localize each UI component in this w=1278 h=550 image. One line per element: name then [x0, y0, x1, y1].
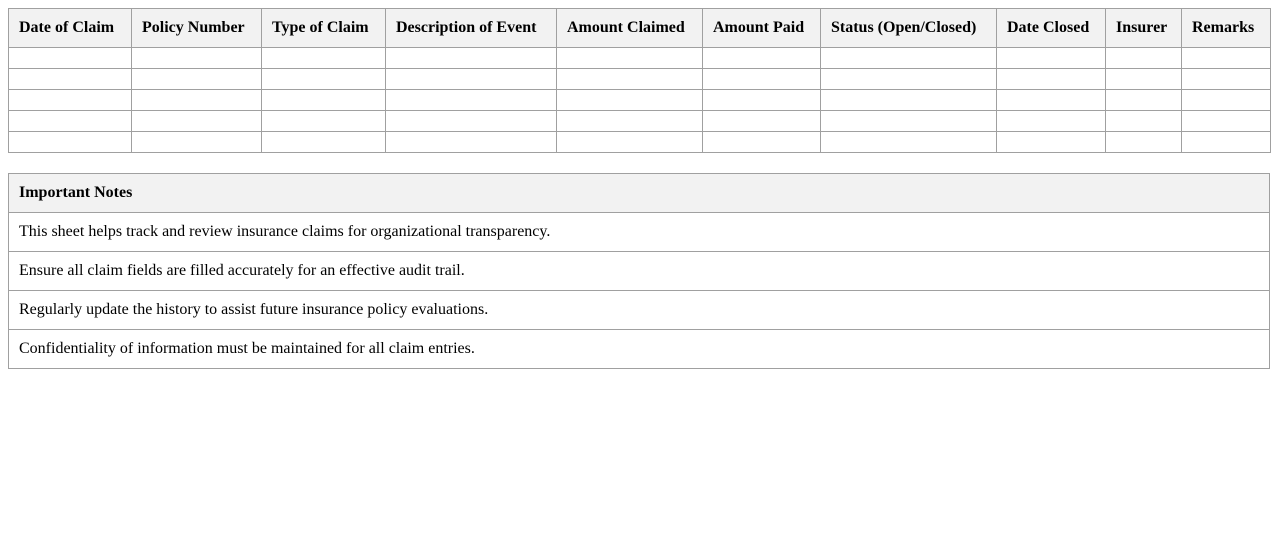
- table-cell[interactable]: [1182, 48, 1271, 69]
- table-cell[interactable]: [703, 69, 821, 90]
- table-cell[interactable]: [262, 90, 386, 111]
- table-cell[interactable]: [557, 48, 703, 69]
- note-item: Regularly update the history to assist future insurance policy evaluations.: [9, 291, 1270, 330]
- note-row: [9, 252, 1270, 291]
- table-cell[interactable]: [997, 111, 1106, 132]
- note-item: Confidentiality of information must be maintained for all claim entries.: [9, 330, 1270, 369]
- table-cell[interactable]: [9, 132, 132, 153]
- table-cell[interactable]: [997, 69, 1106, 90]
- table-cell[interactable]: [1182, 69, 1271, 90]
- table-cell[interactable]: [1182, 111, 1271, 132]
- header-description-of-event: Description of Event: [386, 9, 557, 48]
- table-cell[interactable]: [821, 90, 997, 111]
- header-policy-number: Policy Number: [132, 9, 262, 48]
- table-cell[interactable]: [9, 69, 132, 90]
- table-cell[interactable]: [262, 132, 386, 153]
- table-cell[interactable]: [1106, 48, 1182, 69]
- note-item: Ensure all claim fields are filled accurately for an effective audit trail.: [9, 252, 1270, 291]
- table-cell[interactable]: [386, 111, 557, 132]
- table-row: [9, 111, 1271, 132]
- header-date-closed: Date Closed: [997, 9, 1106, 48]
- table-cell[interactable]: [821, 111, 997, 132]
- table-cell[interactable]: [132, 111, 262, 132]
- table-row: [9, 69, 1271, 90]
- table-cell[interactable]: [1106, 132, 1182, 153]
- table-cell[interactable]: [821, 69, 997, 90]
- table-cell[interactable]: [1106, 90, 1182, 111]
- notes-title: Important Notes: [9, 174, 1270, 213]
- table-cell[interactable]: [1106, 69, 1182, 90]
- table-cell[interactable]: [703, 132, 821, 153]
- note-row: [9, 291, 1270, 330]
- table-cell[interactable]: [132, 90, 262, 111]
- table-cell[interactable]: [557, 69, 703, 90]
- header-amount-claimed: Amount Claimed: [557, 9, 703, 48]
- table-cell[interactable]: [9, 90, 132, 111]
- note-item: This sheet helps track and review insurance claims for organizational transparency.: [9, 213, 1270, 252]
- table-cell[interactable]: [703, 90, 821, 111]
- table-cell[interactable]: [1106, 111, 1182, 132]
- header-remarks: Remarks: [1182, 9, 1271, 48]
- table-cell[interactable]: [821, 48, 997, 69]
- table-cell[interactable]: [132, 69, 262, 90]
- claims-table: [8, 8, 1271, 153]
- table-row: [9, 132, 1271, 153]
- claims-header-row: [9, 9, 1271, 48]
- table-cell[interactable]: [997, 132, 1106, 153]
- table-cell[interactable]: [262, 48, 386, 69]
- table-row: [9, 48, 1271, 69]
- header-status: Status (Open/Closed): [821, 9, 997, 48]
- header-amount-paid: Amount Paid: [703, 9, 821, 48]
- table-cell[interactable]: [1182, 132, 1271, 153]
- table-cell[interactable]: [262, 111, 386, 132]
- table-cell[interactable]: [386, 69, 557, 90]
- table-cell[interactable]: [386, 90, 557, 111]
- notes-header-row: [9, 174, 1270, 213]
- table-cell[interactable]: [703, 48, 821, 69]
- header-insurer: Insurer: [1106, 9, 1182, 48]
- table-cell[interactable]: [132, 132, 262, 153]
- table-cell[interactable]: [132, 48, 262, 69]
- table-row: [9, 90, 1271, 111]
- note-row: [9, 330, 1270, 369]
- table-cell[interactable]: [557, 90, 703, 111]
- table-cell[interactable]: [386, 132, 557, 153]
- table-cell[interactable]: [557, 111, 703, 132]
- table-cell[interactable]: [9, 111, 132, 132]
- table-cell[interactable]: [9, 48, 132, 69]
- claims-table-body: [9, 48, 1271, 153]
- note-row: [9, 213, 1270, 252]
- table-cell[interactable]: [557, 132, 703, 153]
- header-type-of-claim: Type of Claim: [262, 9, 386, 48]
- table-cell[interactable]: [997, 48, 1106, 69]
- header-date-of-claim: Date of Claim: [9, 9, 132, 48]
- notes-table: [8, 173, 1270, 369]
- table-cell[interactable]: [821, 132, 997, 153]
- table-cell[interactable]: [1182, 90, 1271, 111]
- table-cell[interactable]: [262, 69, 386, 90]
- table-cell[interactable]: [386, 48, 557, 69]
- table-cell[interactable]: [703, 111, 821, 132]
- table-cell[interactable]: [997, 90, 1106, 111]
